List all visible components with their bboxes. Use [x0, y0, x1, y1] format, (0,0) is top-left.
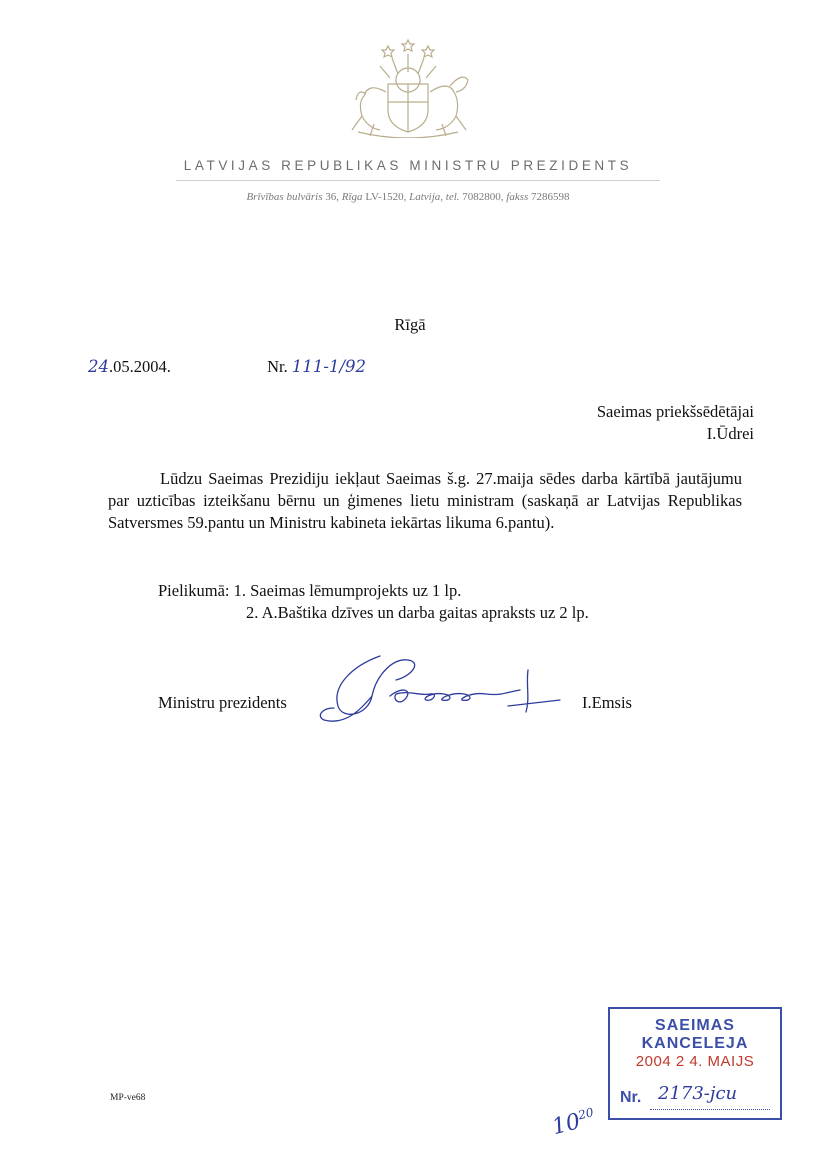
- address-postcode: LV-1520,: [365, 191, 407, 203]
- attachment-1: 1. Saeimas lēmumprojekts uz 1 lp.: [233, 581, 462, 600]
- stamp-nr-handwritten: 2173-jcu: [658, 1083, 738, 1104]
- attachment-2: 2. A.Baštika dzīves un darba gaitas apraksts uz 2 lp.: [246, 603, 589, 622]
- number-handwritten: 111-1/92: [291, 357, 366, 376]
- date-day-handwritten: 24: [88, 357, 109, 376]
- address-phone: 7082800,: [462, 191, 504, 203]
- recipient-line1: Saeimas priekšsēdētājai: [596, 402, 754, 421]
- stamp-nr-label: Nr.: [620, 1089, 642, 1106]
- address-street: Brīvības bulvāris: [246, 191, 323, 203]
- registry-stamp: [608, 1007, 782, 1120]
- stamp-nr-underline: [650, 1109, 770, 1110]
- address-city: Rīga: [341, 191, 363, 203]
- attachments-label: Pielikumā:: [158, 581, 230, 600]
- document-code: MP-ve68: [110, 1093, 146, 1103]
- letter-paragraph: Lūdzu Saeimas Prezidiju iekļaut Saeimas š.g. 27.maija sēdes darba kārtībā jautājumu par uzticības izteikšanu bērnu un ģimenes lietu ministram (saskaņā ar Latvijas Republikas Satversmes 59.pantu un Ministru kabineta iekārtas likuma 6.pantu).: [108, 469, 742, 532]
- page-count-main: 10: [549, 1109, 583, 1141]
- stamp-title: SAEIMAS KANCELEJA: [641, 1017, 749, 1052]
- address-country: Latvija,: [409, 191, 444, 203]
- number-label: Nr.: [267, 357, 288, 376]
- letterhead-divider: [176, 180, 660, 181]
- letter-date-line: [88, 356, 366, 378]
- stamp-date: 2004 2 4. MAIJS: [635, 1053, 755, 1070]
- coat-of-arms-emblem: [328, 32, 488, 138]
- letterhead-address: [0, 191, 816, 203]
- page-count-sup: 20: [576, 1105, 595, 1123]
- signatory-title: Ministru prezidents: [158, 693, 287, 712]
- page-count-note: [550, 1105, 598, 1140]
- address-fax: 7286598: [531, 191, 570, 203]
- letterhead-organization: LATVIJAS REPUBLIKAS MINISTRU PREZIDENTS: [183, 158, 633, 173]
- sun-rays: [380, 54, 436, 78]
- handwritten-signature: [312, 646, 570, 738]
- signatory-name: I.Emsis: [582, 693, 632, 712]
- recipient-line2: I.Ūdrei: [706, 424, 754, 443]
- recipient-block: [597, 401, 754, 445]
- letter-city: Rīgā: [394, 315, 426, 334]
- date-rest: .05.2004.: [109, 357, 171, 376]
- address-number: 36,: [325, 191, 340, 203]
- address-fax-label: fakss: [506, 191, 529, 203]
- address-phone-label: tel.: [445, 191, 460, 203]
- attachments-line1: [158, 580, 461, 602]
